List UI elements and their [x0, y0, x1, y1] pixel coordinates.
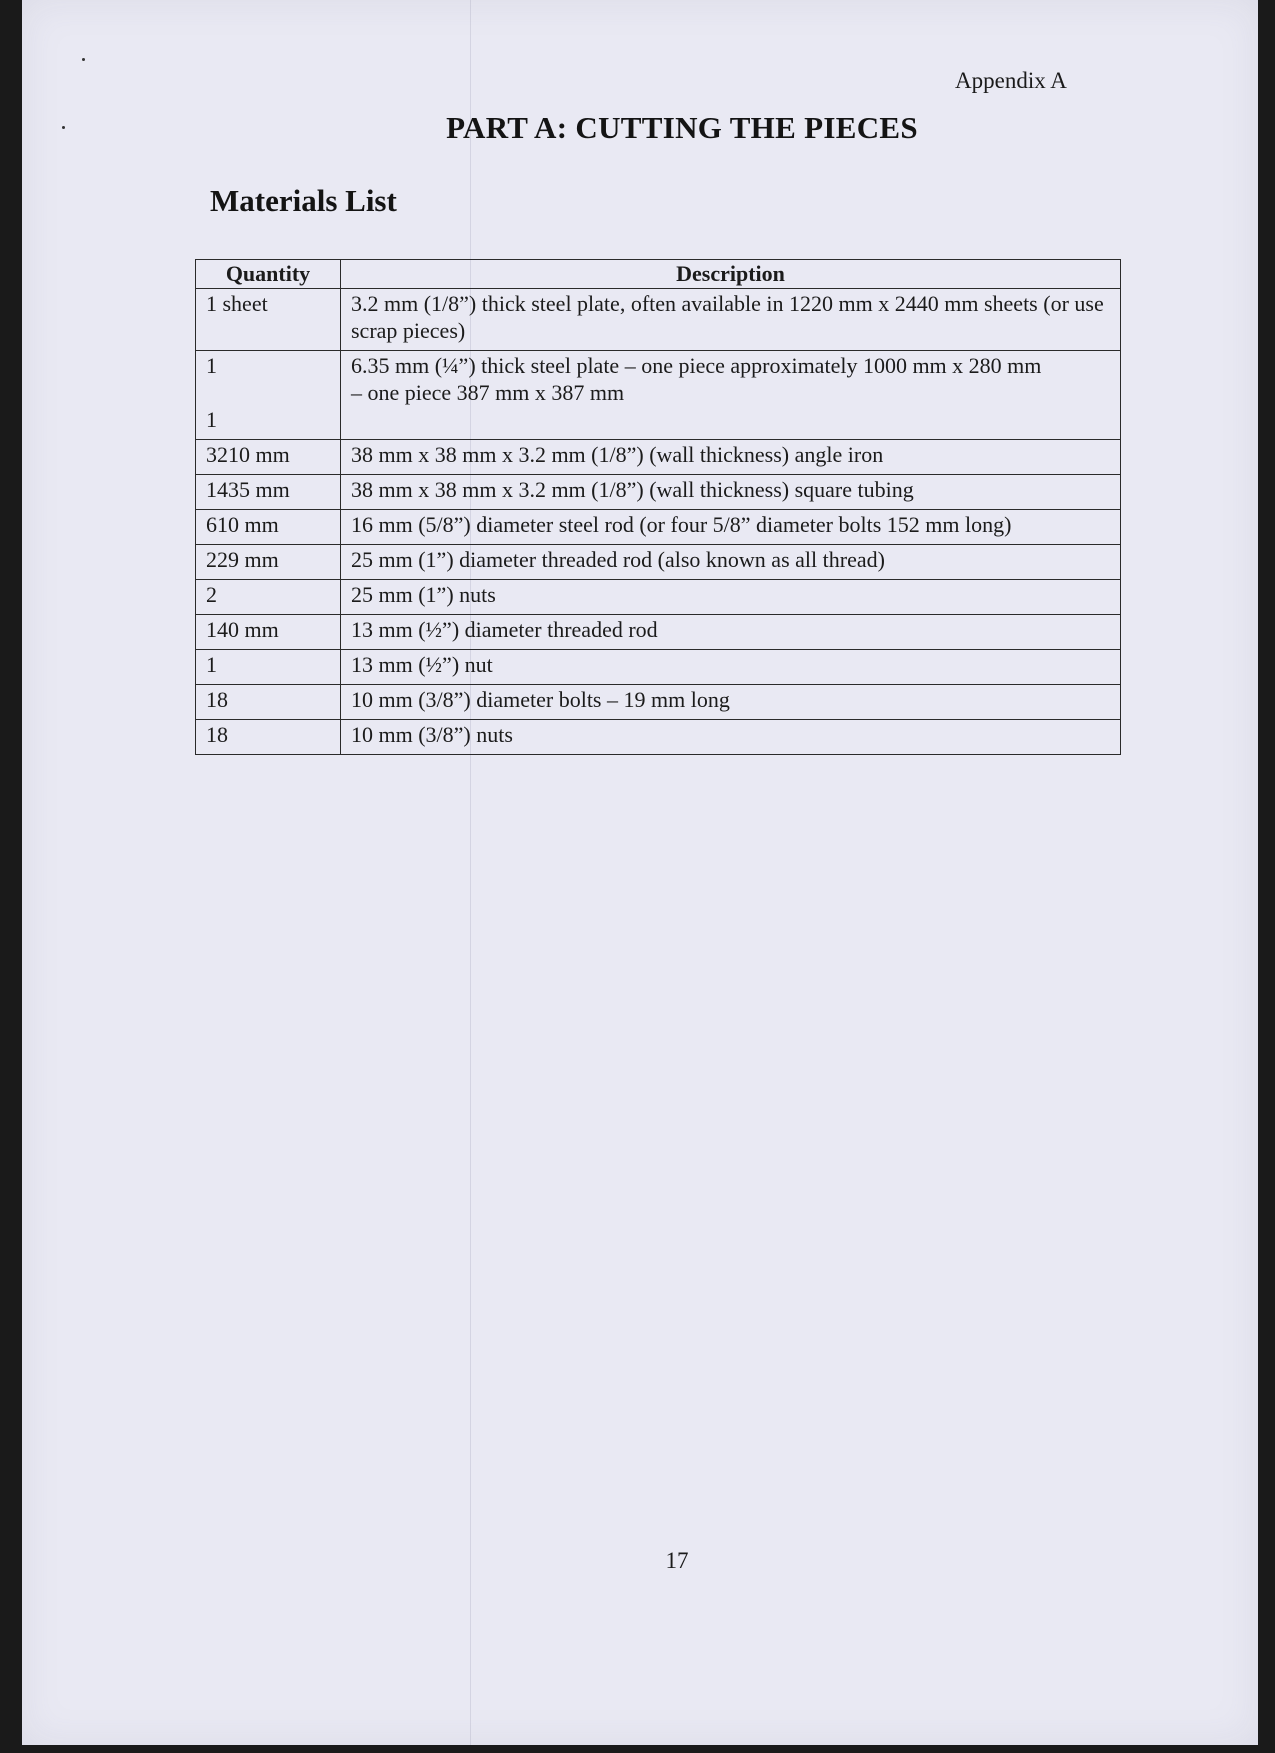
quantity-cell: 18 [196, 720, 341, 755]
table-row [196, 650, 1121, 685]
table-row [196, 289, 1121, 351]
description-cell: 10 mm (3/8”) nuts [341, 720, 1121, 755]
description-cell: 10 mm (3/8”) diameter bolts – 19 mm long [341, 685, 1121, 720]
section-heading: Materials List [210, 183, 397, 218]
quantity-cell: 610 mm [196, 510, 341, 545]
column-header-quantity: Quantity [196, 260, 341, 289]
table-row [196, 720, 1121, 755]
quantity-cell: 18 [196, 685, 341, 720]
description-cell: 38 mm x 38 mm x 3.2 mm (1/8”) (wall thickness) angle iron [341, 440, 1121, 475]
description-cell [341, 351, 1121, 440]
description-line: – one piece 387 mm x 387 mm [351, 380, 625, 405]
table-row [196, 510, 1121, 545]
table-row [196, 580, 1121, 615]
description-cell: 13 mm (½”) diameter threaded rod [341, 615, 1121, 650]
quantity-line: 1 [206, 407, 217, 432]
table-row [196, 615, 1121, 650]
quantity-cell: 2 [196, 580, 341, 615]
page-number: 17 [665, 1548, 689, 1573]
table-row [196, 685, 1121, 720]
quantity-cell [196, 351, 341, 440]
description-cell: 38 mm x 38 mm x 3.2 mm (1/8”) (wall thickness) square tubing [341, 475, 1121, 510]
quantity-cell: 1 sheet [196, 289, 341, 351]
page-title: PART A: CUTTING THE PIECES [446, 110, 918, 145]
description-cell: 16 mm (5/8”) diameter steel rod (or four 5/8” diameter bolts 152 mm long) [341, 510, 1121, 545]
quantity-line: 1 [206, 353, 217, 378]
quantity-cell: 229 mm [196, 545, 341, 580]
scan-speck [82, 58, 85, 61]
document-page [22, 0, 1258, 1745]
table-row [196, 545, 1121, 580]
quantity-cell: 3210 mm [196, 440, 341, 475]
column-header-description: Description [341, 260, 1121, 289]
table-row [196, 351, 1121, 440]
description-cell: 13 mm (½”) nut [341, 650, 1121, 685]
appendix-label: Appendix A [955, 68, 1067, 93]
table-header-row [196, 260, 1121, 289]
quantity-cell: 1 [196, 650, 341, 685]
scan-speck [62, 126, 65, 129]
table-row [196, 475, 1121, 510]
quantity-cell: 1435 mm [196, 475, 341, 510]
description-cell: 3.2 mm (1/8”) thick steel plate, often available in 1220 mm x 2440 mm sheets (or use scrap pieces) [341, 289, 1121, 351]
table-row [196, 440, 1121, 475]
materials-table [195, 259, 1121, 755]
description-cell: 25 mm (1”) diameter threaded rod (also known as all thread) [341, 545, 1121, 580]
quantity-cell: 140 mm [196, 615, 341, 650]
description-line: 6.35 mm (¼”) thick steel plate – one piece approximately 1000 mm x 280 mm [351, 353, 1042, 378]
description-cell: 25 mm (1”) nuts [341, 580, 1121, 615]
